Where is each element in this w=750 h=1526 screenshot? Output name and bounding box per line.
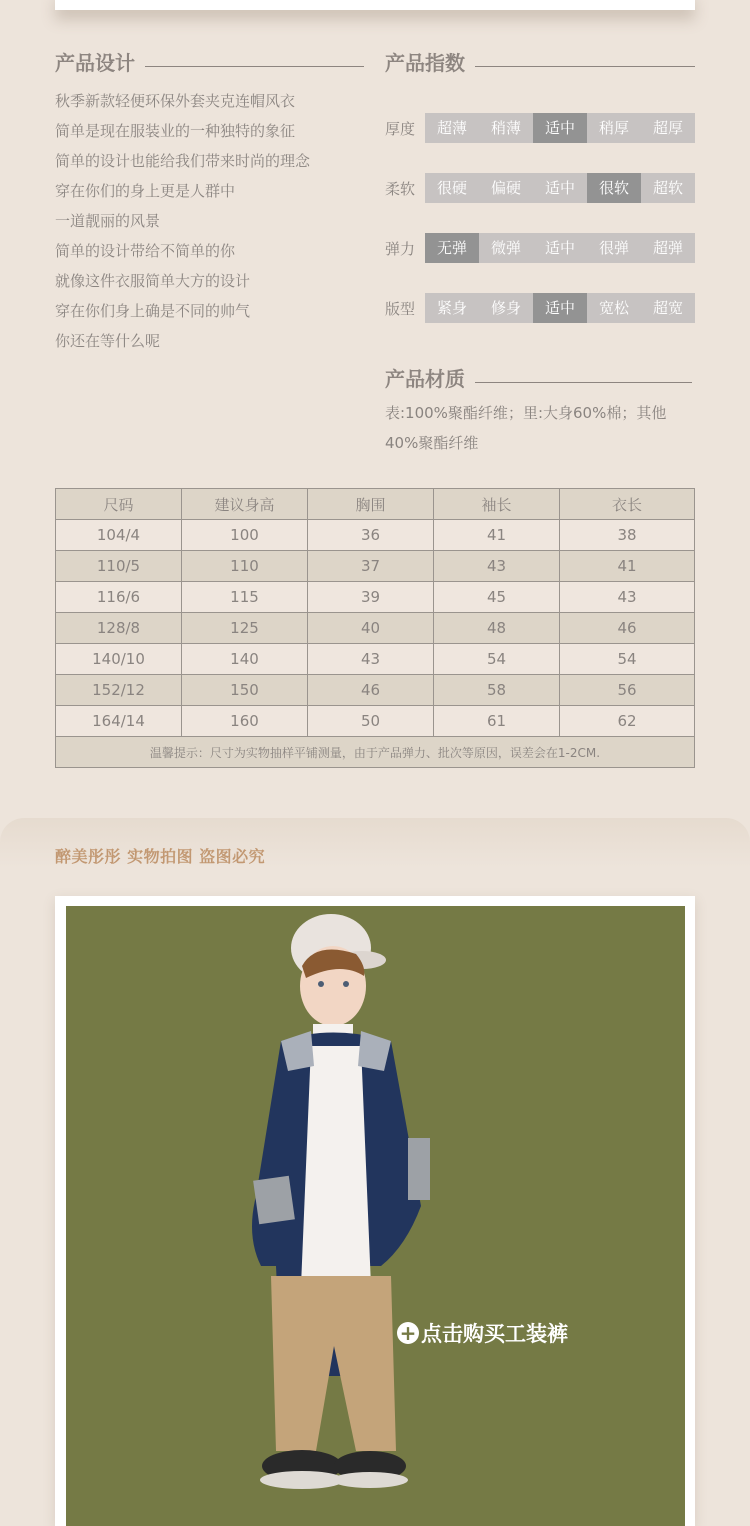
size-table-cell: 140 bbox=[182, 644, 308, 675]
title-underline bbox=[475, 66, 695, 67]
index-row-label: 厚度 bbox=[385, 119, 416, 138]
index-section-title bbox=[385, 47, 695, 76]
index-option: 偏硬 bbox=[479, 173, 533, 203]
size-table-cell: 41 bbox=[560, 551, 695, 582]
index-option: 无弹 bbox=[425, 233, 479, 263]
index-option: 超厚 bbox=[641, 113, 695, 143]
size-table-cell: 45 bbox=[434, 582, 560, 613]
model-illustration bbox=[66, 906, 685, 1526]
index-option: 超弹 bbox=[641, 233, 695, 263]
index-option: 超薄 bbox=[425, 113, 479, 143]
index-title-text: 产品指数 bbox=[385, 51, 465, 75]
size-table-cell: 46 bbox=[560, 613, 695, 644]
size-table-cell: 41 bbox=[434, 520, 560, 551]
index-option: 紧身 bbox=[425, 293, 479, 323]
index-option: 稍厚 bbox=[587, 113, 641, 143]
design-line: 简单的设计也能给我们带来时尚的理念 bbox=[55, 152, 311, 170]
index-row-label: 弹力 bbox=[385, 239, 416, 258]
material-text: 表:100%聚酯纤维；里:大身60%棉；其他40%聚酯纤维 bbox=[385, 404, 667, 452]
size-table-cell: 43 bbox=[308, 644, 434, 675]
size-table-cell: 61 bbox=[434, 706, 560, 737]
size-table-row bbox=[56, 613, 695, 644]
design-line: 穿在你们的身上更是人群中 bbox=[55, 182, 236, 200]
design-line: 简单是现在服装业的一种独特的象征 bbox=[55, 122, 296, 140]
gallery-title: 醉美彤彤 实物拍图 盗图必究 bbox=[55, 847, 266, 866]
size-table-cell: 104/4 bbox=[56, 520, 182, 551]
photo-frame bbox=[55, 896, 695, 1526]
size-table-cell: 160 bbox=[182, 706, 308, 737]
index-option: 宽松 bbox=[587, 293, 641, 323]
size-table bbox=[55, 488, 695, 768]
size-table-cell: 110/5 bbox=[56, 551, 182, 582]
size-table-cell: 150 bbox=[182, 675, 308, 706]
size-table-note-row bbox=[56, 737, 695, 768]
size-table-row bbox=[56, 675, 695, 706]
size-table-cell: 38 bbox=[560, 520, 695, 551]
size-table-row bbox=[56, 520, 695, 551]
size-table-cell: 110 bbox=[182, 551, 308, 582]
design-line: 就像这件衣服简单大方的设计 bbox=[55, 272, 251, 290]
design-section-title bbox=[55, 47, 364, 76]
size-table-cell: 100 bbox=[182, 520, 308, 551]
index-row bbox=[385, 233, 695, 263]
size-table-row bbox=[56, 582, 695, 613]
index-option: 适中 bbox=[533, 113, 587, 143]
design-line: 一道靓丽的风景 bbox=[55, 212, 161, 230]
index-option: 适中 bbox=[533, 293, 587, 323]
size-table-cell: 164/14 bbox=[56, 706, 182, 737]
index-option: 超宽 bbox=[641, 293, 695, 323]
size-table-cell: 40 bbox=[308, 613, 434, 644]
buy-link-text: 点击购买工装裤 bbox=[421, 1322, 568, 1346]
design-line: 你还在等什么呢 bbox=[55, 332, 161, 350]
size-table-cell: 58 bbox=[434, 675, 560, 706]
size-table-cell: 125 bbox=[182, 613, 308, 644]
title-underline bbox=[475, 382, 692, 383]
material-section-title bbox=[385, 363, 692, 392]
size-table-cell: 39 bbox=[308, 582, 434, 613]
product-photo bbox=[66, 906, 685, 1526]
design-line: 穿在你们身上确是不同的帅气 bbox=[55, 302, 251, 320]
top-card-edge bbox=[55, 0, 695, 10]
header-cell: 衣长 bbox=[560, 489, 695, 520]
size-table-cell: 56 bbox=[560, 675, 695, 706]
header-cell: 袖长 bbox=[434, 489, 560, 520]
size-table-cell: 36 bbox=[308, 520, 434, 551]
size-table-cell: 48 bbox=[434, 613, 560, 644]
size-table-header bbox=[56, 489, 695, 520]
material-title-text: 产品材质 bbox=[385, 367, 465, 391]
header-cell: 建议身高 bbox=[182, 489, 308, 520]
buy-cargo-pants-link[interactable] bbox=[397, 1318, 568, 1348]
size-table-cell: 43 bbox=[434, 551, 560, 582]
design-title-text: 产品设计 bbox=[55, 51, 135, 75]
size-table-cell: 50 bbox=[308, 706, 434, 737]
title-underline bbox=[145, 66, 364, 67]
size-table-cell: 54 bbox=[560, 644, 695, 675]
index-option: 很弹 bbox=[587, 233, 641, 263]
index-row bbox=[385, 293, 695, 323]
design-line: 秋季新款轻便环保外套夹克连帽风衣 bbox=[55, 92, 296, 110]
index-row-label: 柔软 bbox=[385, 179, 416, 198]
index-option: 很软 bbox=[587, 173, 641, 203]
size-table-cell: 140/10 bbox=[56, 644, 182, 675]
size-table-cell: 37 bbox=[308, 551, 434, 582]
size-table-cell: 54 bbox=[434, 644, 560, 675]
size-table-row bbox=[56, 706, 695, 737]
design-line: 简单的设计带给不简单的你 bbox=[55, 242, 236, 260]
index-option: 适中 bbox=[533, 173, 587, 203]
index-option: 稍薄 bbox=[479, 113, 533, 143]
plus-icon: + bbox=[397, 1322, 419, 1344]
index-row bbox=[385, 173, 695, 203]
size-table-cell: 43 bbox=[560, 582, 695, 613]
size-table-cell: 116/6 bbox=[56, 582, 182, 613]
size-table-cell: 128/8 bbox=[56, 613, 182, 644]
size-table-row bbox=[56, 644, 695, 675]
size-table-cell: 46 bbox=[308, 675, 434, 706]
index-rows bbox=[385, 113, 695, 353]
size-table-cell: 115 bbox=[182, 582, 308, 613]
index-option: 修身 bbox=[479, 293, 533, 323]
index-option: 微弹 bbox=[479, 233, 533, 263]
size-table-row bbox=[56, 551, 695, 582]
index-option: 很硬 bbox=[425, 173, 479, 203]
size-table-cell: 62 bbox=[560, 706, 695, 737]
size-note: 温馨提示：尺寸为实物抽样平铺测量，由于产品弹力、批次等原因，误差会在1-2CM. bbox=[56, 737, 695, 768]
index-option: 适中 bbox=[533, 233, 587, 263]
design-description bbox=[55, 86, 375, 356]
index-row-label: 版型 bbox=[385, 299, 416, 318]
size-table-cell: 152/12 bbox=[56, 675, 182, 706]
header-cell: 尺码 bbox=[56, 489, 182, 520]
index-option: 超软 bbox=[641, 173, 695, 203]
header-cell: 胸围 bbox=[308, 489, 434, 520]
index-row bbox=[385, 113, 695, 143]
